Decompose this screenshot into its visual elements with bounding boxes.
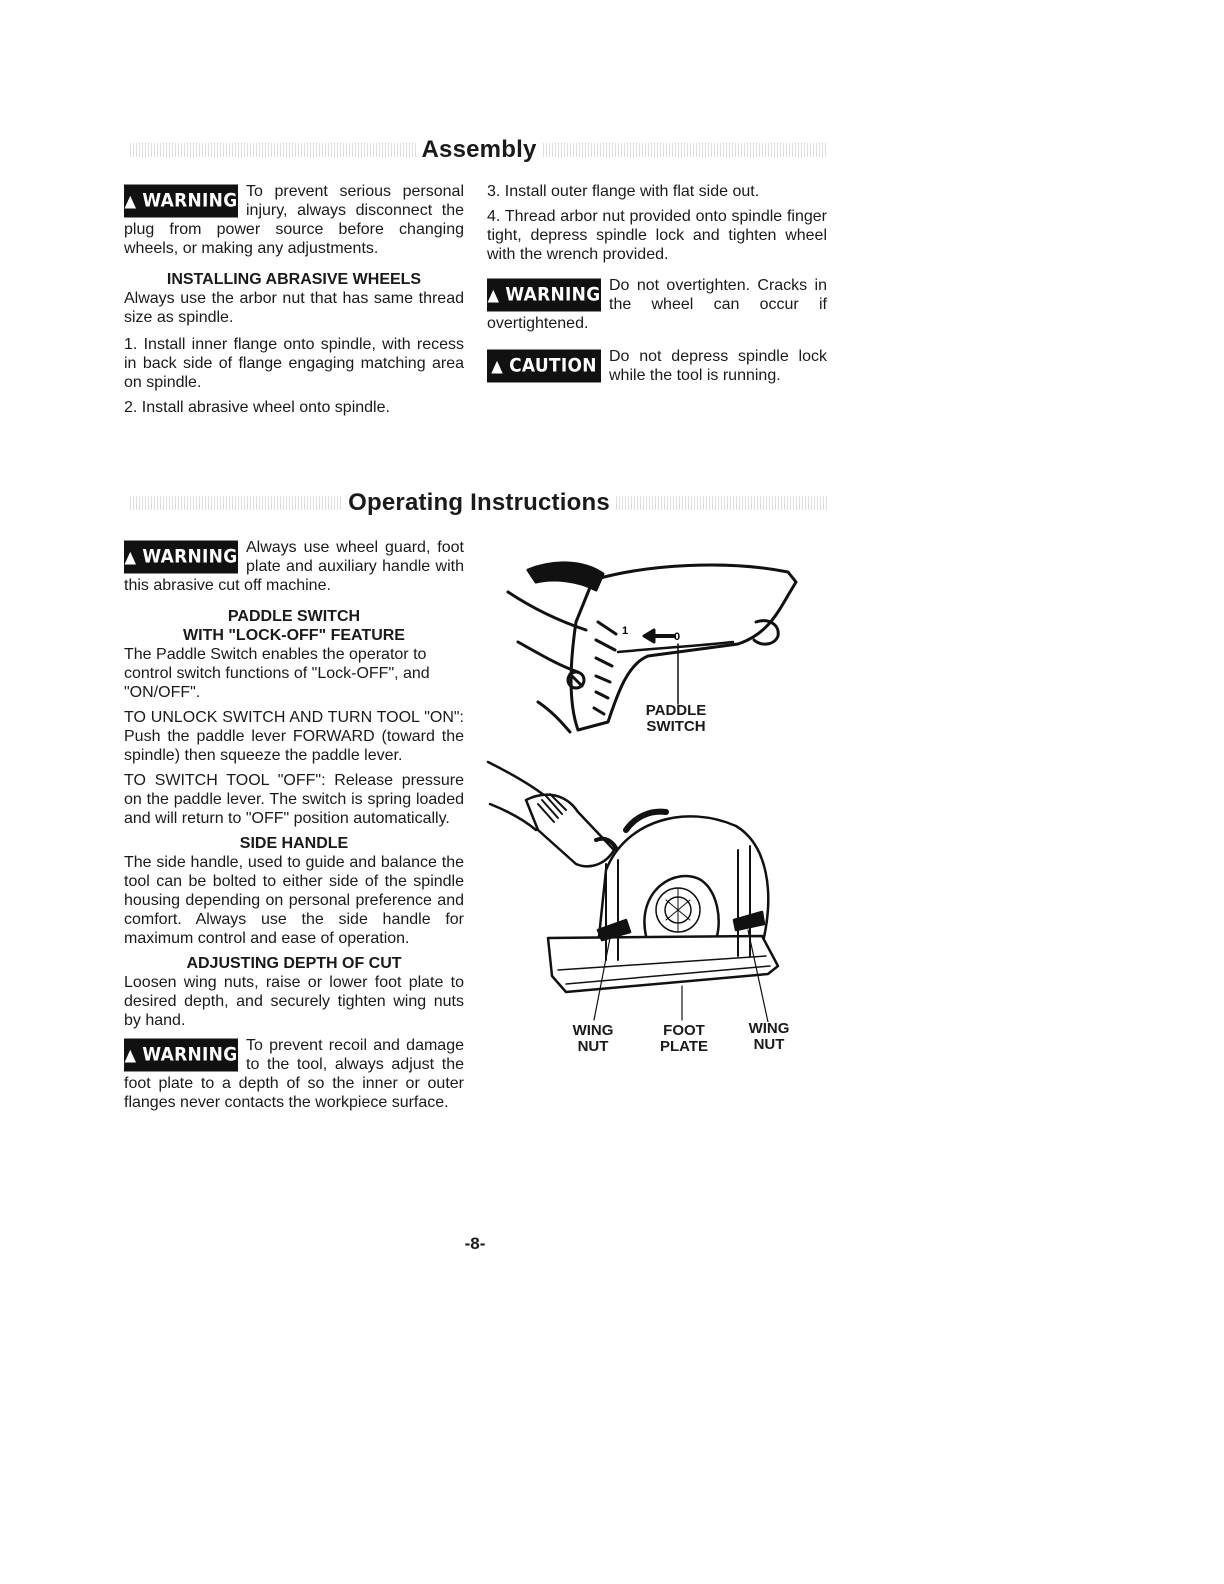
foot-plate-label bbox=[650, 1023, 718, 1055]
warning-block bbox=[124, 182, 464, 264]
warning-text: To prevent serious personal injury, always disconnect the plug from power source before changing wheels, or making any adjustments. bbox=[124, 183, 464, 257]
warning-triangle-icon: ▲ bbox=[124, 546, 137, 567]
paddle-p1: The Paddle Switch enables the operator to control switch functions of "Lock-OFF", and "ON/OFF". bbox=[124, 646, 430, 701]
off-marker: 0 bbox=[674, 631, 681, 643]
lock-off-heading: WITH "LOCK-OFF" FEATURE bbox=[183, 627, 405, 644]
step-2: 2. Install abrasive wheel onto spindle. bbox=[124, 399, 390, 416]
paddle-p3: TO SWITCH TOOL "OFF": Release pressure on the paddle lever. The switch is spring loaded and will return to "OFF" position automatically. bbox=[124, 772, 464, 827]
step-4: 4. Thread arbor nut provided onto spindle finger tight, depress spindle lock and tighten wheel with the wrench provided. bbox=[487, 208, 827, 263]
side-handle-heading: SIDE HANDLE bbox=[239, 835, 349, 852]
header-rule-right bbox=[616, 496, 828, 510]
label-line: PLATE bbox=[659, 1038, 709, 1055]
caution-badge-label: CAUTION bbox=[509, 354, 597, 377]
warning-triangle-icon: ▲ bbox=[491, 355, 504, 376]
step-1: 1. Install inner flange onto spindle, with recess in back side of flange engaging matching area on spindle. bbox=[124, 336, 464, 391]
operating-left-column bbox=[124, 538, 464, 1126]
paddle-p2: TO UNLOCK SWITCH AND TURN TOOL "ON": Push the paddle lever FORWARD (toward the spindle) then squeeze the paddle lever. bbox=[124, 709, 464, 764]
depth-heading: ADJUSTING DEPTH OF CUT bbox=[186, 955, 402, 972]
warning-badge bbox=[124, 1039, 238, 1072]
warning-badge-label: WARNING bbox=[142, 189, 238, 212]
caution-badge bbox=[487, 350, 601, 383]
assembly-title: Assembly bbox=[421, 136, 537, 163]
label-line: PADDLE bbox=[645, 702, 707, 719]
on-marker: 1 bbox=[622, 625, 629, 637]
warning-badge-label: WARNING bbox=[142, 1043, 238, 1066]
warning-text: Do not overtighten. Cracks in the wheel can occur if overtightened. bbox=[487, 277, 827, 332]
warning-block bbox=[487, 276, 827, 339]
warning-triangle-icon: ▲ bbox=[124, 1044, 137, 1065]
warning-triangle-icon: ▲ bbox=[124, 190, 137, 211]
wing-nut-label-right bbox=[736, 1021, 802, 1053]
header-rule-left bbox=[130, 496, 342, 510]
warning-block bbox=[124, 1036, 464, 1118]
header-rule-left bbox=[130, 143, 416, 157]
warning-badge bbox=[124, 541, 238, 574]
operating-title: Operating Instructions bbox=[348, 489, 610, 516]
caution-text: Do not depress spindle lock while the tool is running. bbox=[609, 348, 827, 384]
label-line: SWITCH bbox=[646, 718, 706, 735]
header-rule-right bbox=[543, 143, 829, 157]
paddle-switch-label bbox=[640, 703, 712, 735]
warning-badge-label: WARNING bbox=[505, 283, 601, 306]
warning-badge bbox=[487, 279, 601, 312]
installing-heading: INSTALLING ABRASIVE WHEELS bbox=[166, 271, 422, 288]
caution-block bbox=[487, 347, 827, 391]
label-line: WING bbox=[748, 1020, 790, 1037]
assembly-left-column bbox=[124, 182, 464, 423]
label-line: WING bbox=[572, 1022, 614, 1039]
installing-intro: Always use the arbor nut that has same thread size as spindle. bbox=[124, 290, 464, 326]
paddle-switch-heading: PADDLE SWITCH bbox=[227, 608, 361, 625]
assembly-section-header bbox=[130, 135, 828, 165]
label-line: NUT bbox=[753, 1036, 785, 1053]
side-handle-text: The side handle, used to guide and balance the tool can be bolted to either side of the spindle housing depending on personal preference and comfort. Always use the side handle for maximum control and ease of operation. bbox=[124, 854, 464, 947]
label-line: FOOT bbox=[663, 1022, 705, 1039]
assembly-right-column bbox=[487, 182, 827, 399]
warning-text: To prevent recoil and damage to the tool, always adjust the foot plate to a depth of so the inner or outer flanges never contacts the workpiece surface. bbox=[124, 1037, 464, 1111]
wing-nut-label-left bbox=[560, 1023, 626, 1055]
operating-section-header bbox=[130, 488, 828, 518]
depth-text: Loosen wing nuts, raise or lower foot plate to desired depth, and securely tighten wing nuts by hand. bbox=[124, 974, 464, 1029]
step-3: 3. Install outer flange with flat side out. bbox=[487, 183, 760, 200]
warning-badge bbox=[124, 185, 238, 218]
label-line: NUT bbox=[577, 1038, 609, 1055]
warning-block bbox=[124, 538, 464, 601]
warning-triangle-icon: ▲ bbox=[487, 284, 500, 305]
page-number: -8- bbox=[464, 1234, 486, 1253]
wheel-guard-illustration bbox=[486, 760, 786, 1022]
warning-text: Always use wheel guard, foot plate and auxiliary handle with this abrasive cut off machine. bbox=[124, 539, 464, 594]
warning-badge-label: WARNING bbox=[142, 545, 238, 568]
